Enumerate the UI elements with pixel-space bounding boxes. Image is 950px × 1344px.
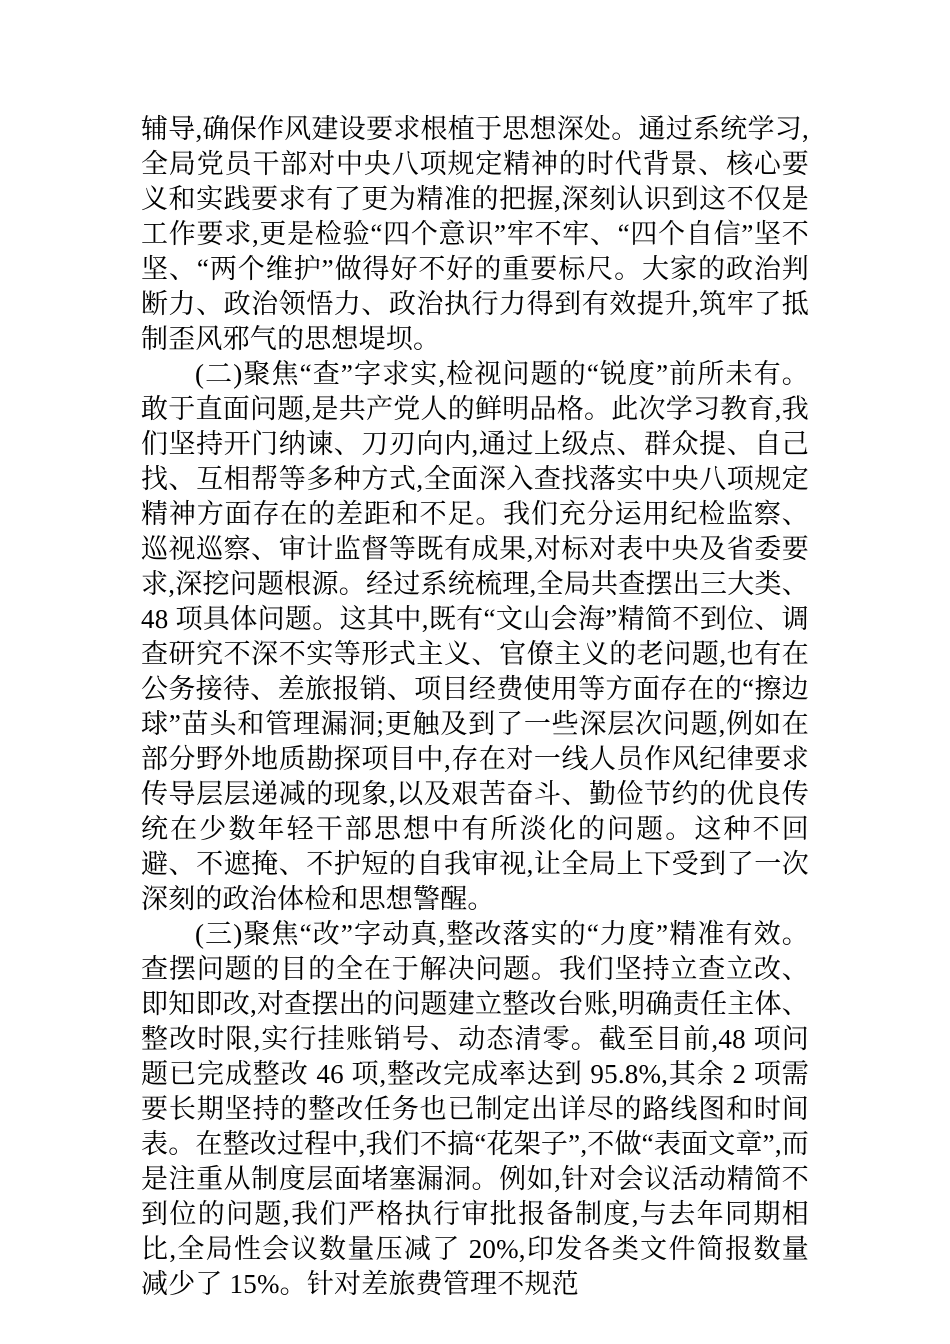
paragraph-section-three: (三)聚焦“改”字动真,整改落实的“力度”精准有效。查摆问题的目的全在于解决问题。我们坚持立查立改、即知即改,对查摆出的问题建立整改台账,明确责任主体、整改时限,实行挂账销号、动态清零。截至目前,48 项问题已完成整改 46 项,整改完成率达到 95.8%,其余 2 项需要长期坚持的整改任务也已制定出详尽的路线图和时间表。在整改过程中,我们不搞“花架子”,不做“表面文章”,而是注重从制度层面堵塞漏洞。例如,针对会议活动精简不到位的问题,我们严格执行审批报备制度,与去年同期相比,全局性会议数量压减了 20%,印发各类文件简报数量减少了 15%。针对差旅费管理不规范 (141, 919, 809, 1299)
paragraph-section-two: (二)聚焦“查”字求实,检视问题的“锐度”前所未有。敢于直面问题,是共产党人的鲜明品格。此次学习教育,我们坚持开门纳谏、刀刃向内,通过上级点、群众提、自己找、互相帮等多种方式,全面深入查找落实中央八项规定精神方面存在的差距和不足。我们充分运用纪检监察、巡视巡察、审计监督等既有成果,对标对表中央及省委要求,深挖问题根源。经过系统梳理,全局共查摆出三大类、48 项具体问题。这其中,既有“文山会海”精简不到位、调查研究不深不实等形式主义、官僚主义的老问题,也有在公务接待、差旅报销、项目经费使用等方面存在的“擦边球”苗头和管理漏洞;更触及到了一些深层次问题,例如在部分野外地质勘探项目中,存在对一线人员作风纪律要求传导层层递减的现象,以及艰苦奋斗、勤俭节约的优良传统在少数年轻干部思想中有所淡化的问题。这种不回避、不遮掩、不护短的自我审视,让全局上下受到了一次深刻的政治体检和思想警醒。 (141, 359, 809, 914)
paragraph-continuation: 辅导,确保作风建设要求根植于思想深处。通过系统学习,全局党员干部对中央八项规定精神的时代背景、核心要义和实践要求有了更为精准的把握,深刻认识到这不仅是工作要求,更是检验“四个意识”牢不牢、“四个自信”坚不坚、“两个维护”做得好不好的重要标尺。大家的政治判断力、政治领悟力、政治执行力得到有效提升,筑牢了抵制歪风邪气的思想堤坝。 (141, 114, 809, 354)
text-body (141, 112, 809, 1302)
